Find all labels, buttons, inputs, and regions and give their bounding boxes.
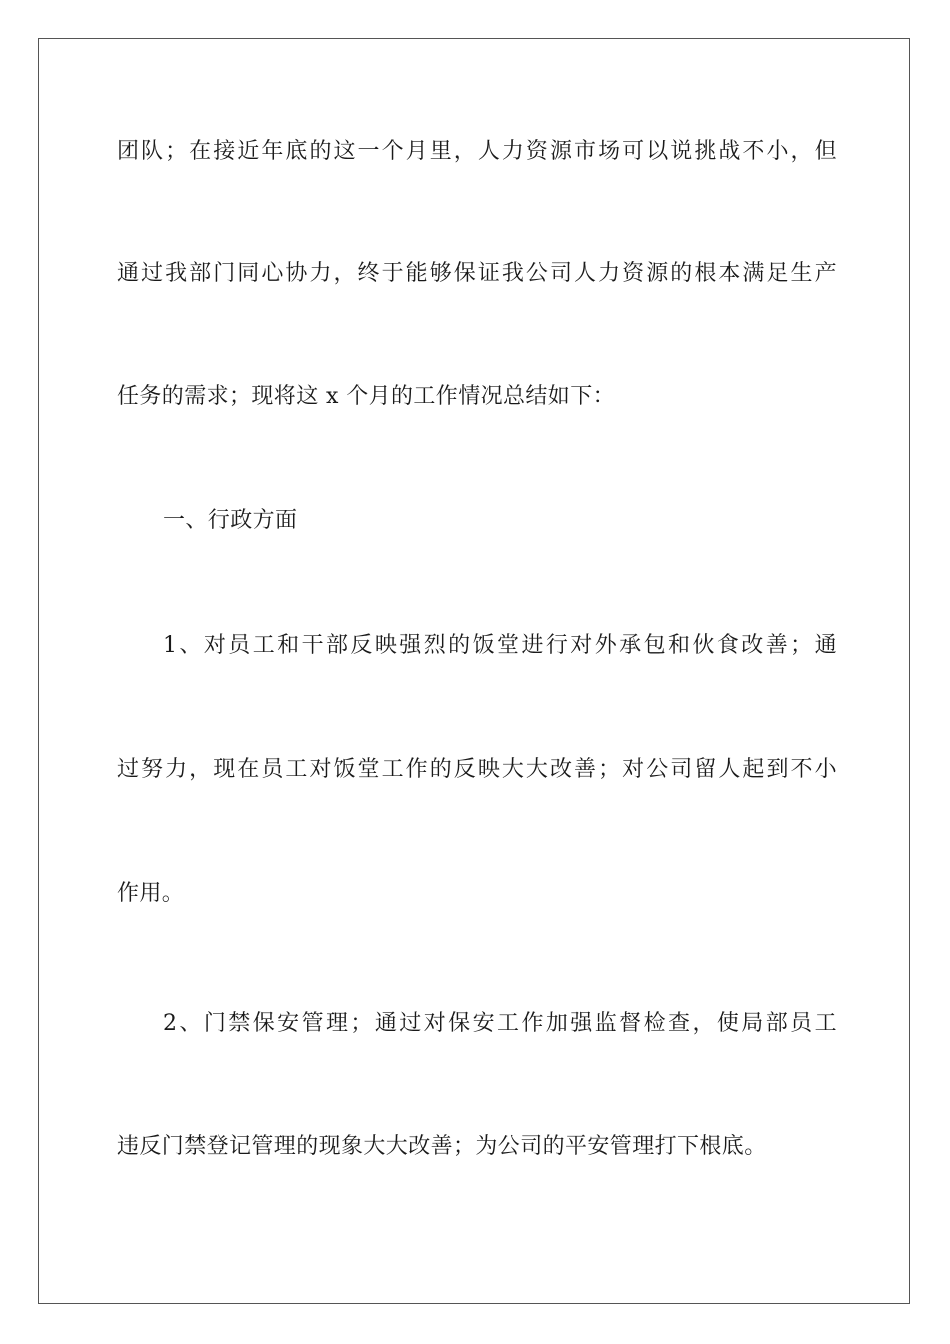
item-1-line-2: 过努力，现在员工对饭堂工作的反映大大改善；对公司留人起到不小 xyxy=(117,757,837,782)
paragraph-intro-line-3: 任务的需求；现将这 x 个月的工作情况总结如下： xyxy=(117,384,615,409)
section-heading-administration: 一、行政方面 xyxy=(163,508,298,533)
paragraph-intro-line-2: 通过我部门同心协力，终于能够保证我公司人力资源的根本满足生产 xyxy=(117,261,837,286)
paragraph-intro-line-1: 团队；在接近年底的这一个月里，人力资源市场可以说挑战不小，但 xyxy=(117,139,837,164)
item-1-line-3: 作用。 xyxy=(117,881,185,906)
item-2-line-2: 违反门禁登记管理的现象大大改善；为公司的平安管理打下根底。 xyxy=(117,1134,767,1159)
item-1-line-1: 1、对员工和干部反映强烈的饭堂进行对外承包和伙食改善；通 xyxy=(163,633,837,658)
item-2-line-1: 2、门禁保安管理；通过对保安工作加强监督检查，使局部员工 xyxy=(163,1011,837,1036)
page-frame xyxy=(38,38,910,1304)
